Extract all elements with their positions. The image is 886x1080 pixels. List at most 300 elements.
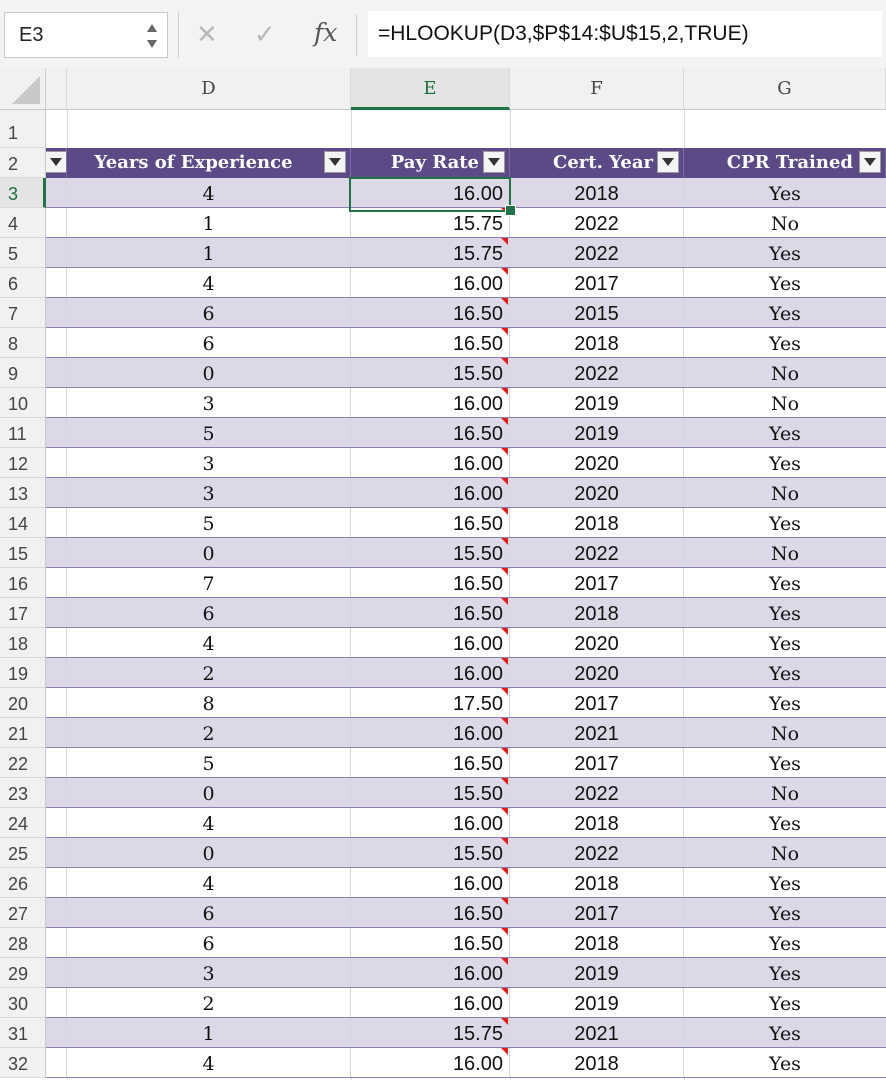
- cell-c[interactable]: [46, 418, 67, 447]
- cell-years[interactable]: 0: [67, 838, 351, 867]
- cell-pay-rate[interactable]: [351, 418, 510, 447]
- comment-indicator-icon[interactable]: [501, 898, 508, 905]
- cell-pay-rate[interactable]: [351, 688, 510, 717]
- table-row: [46, 538, 886, 568]
- cell-c[interactable]: [46, 298, 67, 327]
- cell-years[interactable]: 4: [67, 178, 351, 207]
- table-row: [46, 388, 886, 418]
- row-header[interactable]: 12: [0, 448, 46, 478]
- table-row: [46, 628, 886, 658]
- cell-cpr-trained[interactable]: Yes: [769, 813, 801, 835]
- cell-cpr-trained[interactable]: Yes: [769, 1053, 801, 1075]
- cell-c[interactable]: [46, 748, 67, 777]
- cell-cpr-trained[interactable]: Yes: [769, 633, 801, 655]
- pay-rate-value: 16.50: [452, 303, 503, 325]
- row-header[interactable]: 32: [0, 1048, 46, 1078]
- cell-cert-year[interactable]: 2018: [510, 508, 684, 537]
- row-header[interactable]: 23: [0, 778, 46, 808]
- cell-cert-year[interactable]: 2020: [510, 658, 684, 687]
- pay-rate-value: 16.00: [452, 453, 503, 475]
- cancel-icon[interactable]: ✕: [196, 19, 218, 49]
- cell-pay-rate[interactable]: [351, 328, 510, 357]
- cell-cert-year[interactable]: 2021: [510, 718, 684, 747]
- row-header[interactable]: 19: [0, 658, 46, 688]
- cell-cert-year[interactable]: 2019: [510, 418, 684, 447]
- cell-c[interactable]: [46, 958, 67, 987]
- cell-c[interactable]: [46, 658, 67, 687]
- cell-pay-rate[interactable]: [351, 868, 510, 897]
- table-row: [46, 718, 886, 748]
- cell-pay-rate[interactable]: [351, 928, 510, 957]
- pay-rate-value: 16.00: [452, 393, 503, 415]
- cell-cert-year[interactable]: 2022: [510, 838, 684, 867]
- cell-pay-rate[interactable]: [351, 238, 510, 267]
- cell-cpr-trained[interactable]: Yes: [769, 1023, 801, 1045]
- pay-rate-value: 15.75: [452, 213, 503, 235]
- cell-cpr-trained[interactable]: No: [770, 363, 800, 385]
- column-header-c[interactable]: [46, 68, 67, 110]
- cell-pay-rate[interactable]: [351, 388, 510, 417]
- cell-cert-year[interactable]: 2018: [510, 328, 684, 357]
- cell-cert-year[interactable]: 2018: [510, 598, 684, 627]
- comment-indicator-icon[interactable]: [501, 388, 508, 395]
- cell-c[interactable]: [46, 388, 67, 417]
- cell-cert-year[interactable]: 2022: [510, 778, 684, 807]
- pay-rate-value: 16.00: [452, 663, 503, 685]
- cell-years[interactable]: 1: [67, 208, 351, 237]
- cell-c[interactable]: [46, 478, 67, 507]
- cell-pay-rate[interactable]: [351, 658, 510, 687]
- row-header[interactable]: 4: [0, 208, 46, 238]
- comment-indicator-icon[interactable]: [501, 808, 508, 815]
- filter-dropdown-icon[interactable]: [483, 151, 505, 173]
- cell-pay-rate[interactable]: [351, 988, 510, 1017]
- cell-cpr-trained[interactable]: No: [770, 843, 800, 865]
- comment-indicator-icon[interactable]: [501, 538, 508, 545]
- table-header-pay-rate: [351, 148, 510, 178]
- cell-years[interactable]: 3: [67, 958, 351, 987]
- cell-cert-year[interactable]: 2017: [510, 898, 684, 927]
- formula-divider: [356, 14, 357, 56]
- cell-cpr-trained[interactable]: Yes: [769, 993, 801, 1015]
- cell-c[interactable]: [46, 238, 67, 267]
- row-header[interactable]: 10: [0, 388, 46, 418]
- column-header-d[interactable]: D: [67, 68, 351, 110]
- pay-rate-value: 15.50: [452, 843, 503, 865]
- cell-cpr-trained[interactable]: No: [770, 723, 800, 745]
- cell-years[interactable]: 2: [67, 718, 351, 747]
- row-header[interactable]: 27: [0, 898, 46, 928]
- cell-years[interactable]: 0: [67, 538, 351, 567]
- cell-c[interactable]: [46, 208, 67, 237]
- cell-pay-rate[interactable]: [351, 178, 510, 207]
- comment-indicator-icon[interactable]: [501, 1048, 508, 1055]
- pay-rate-value: 16.00: [452, 1053, 503, 1075]
- cell-pay-rate[interactable]: [351, 808, 510, 837]
- row-header[interactable]: 8: [0, 328, 46, 358]
- row-header[interactable]: 26: [0, 868, 46, 898]
- cell-cpr-trained[interactable]: No: [770, 213, 800, 235]
- table-row: [46, 838, 886, 868]
- cell-c[interactable]: [46, 268, 67, 297]
- cell-years[interactable]: 0: [67, 778, 351, 807]
- empty-row-1[interactable]: [46, 110, 886, 148]
- cell-c[interactable]: [46, 448, 67, 477]
- table-row: [46, 448, 886, 478]
- row-header[interactable]: 17: [0, 598, 46, 628]
- row-header[interactable]: 30: [0, 988, 46, 1018]
- comment-indicator-icon[interactable]: [501, 838, 508, 845]
- cell-cert-year[interactable]: 2017: [510, 268, 684, 297]
- name-box-stepper-icon[interactable]: [145, 20, 159, 52]
- row-header[interactable]: 20: [0, 688, 46, 718]
- fill-handle[interactable]: [505, 205, 516, 216]
- comment-indicator-icon[interactable]: [501, 358, 508, 365]
- comment-indicator-icon[interactable]: [501, 298, 508, 305]
- cell-pay-rate[interactable]: [351, 1018, 510, 1047]
- pay-rate-value: 15.75: [452, 243, 503, 265]
- cell-years[interactable]: 3: [67, 388, 351, 417]
- table-row: [46, 928, 886, 958]
- cell-cert-year[interactable]: 2020: [510, 478, 684, 507]
- column-header-g[interactable]: G: [684, 68, 886, 110]
- cell-cpr-trained[interactable]: Yes: [769, 963, 801, 985]
- header-label: Years of Experience: [94, 152, 293, 173]
- comment-indicator-icon[interactable]: [501, 598, 508, 605]
- table-row: [46, 178, 886, 208]
- pay-rate-value: 16.00: [452, 963, 503, 985]
- cell-c[interactable]: [46, 358, 67, 387]
- table-row: [46, 238, 886, 268]
- cell-cert-year[interactable]: 2019: [510, 958, 684, 987]
- comment-indicator-icon[interactable]: [501, 1018, 508, 1025]
- row-header[interactable]: 15: [0, 538, 46, 568]
- cell-cert-year[interactable]: 2020: [510, 448, 684, 477]
- cell-years[interactable]: 6: [67, 928, 351, 957]
- filter-dropdown-icon[interactable]: [859, 151, 881, 173]
- cell-pay-rate[interactable]: [351, 298, 510, 327]
- table-row: [46, 328, 886, 358]
- cell-years[interactable]: 7: [67, 568, 351, 597]
- row-header[interactable]: 11: [0, 418, 46, 448]
- row-header[interactable]: 24: [0, 808, 46, 838]
- cell-cert-year[interactable]: 2018: [510, 808, 684, 837]
- cell-years[interactable]: 8: [67, 688, 351, 717]
- cell-cert-year[interactable]: 2017: [510, 688, 684, 717]
- cell-cert-year[interactable]: 2021: [510, 1018, 684, 1047]
- row-header[interactable]: 9: [0, 358, 46, 388]
- cell-c[interactable]: [46, 568, 67, 597]
- comment-indicator-icon[interactable]: [501, 418, 508, 425]
- row-header[interactable]: 16: [0, 568, 46, 598]
- table-row: [46, 1048, 886, 1078]
- cell-pay-rate[interactable]: [351, 1048, 510, 1077]
- cell-cpr-trained[interactable]: Yes: [769, 663, 801, 685]
- cell-years[interactable]: 6: [67, 298, 351, 327]
- cell-cpr-trained[interactable]: Yes: [769, 873, 801, 895]
- table-row: [46, 508, 886, 538]
- row-header[interactable]: 6: [0, 268, 46, 298]
- cell-cert-year[interactable]: 2015: [510, 298, 684, 327]
- cell-cpr-trained[interactable]: Yes: [769, 183, 801, 205]
- row-header[interactable]: 18: [0, 628, 46, 658]
- cell-cpr-trained[interactable]: Yes: [769, 423, 801, 445]
- cell-c[interactable]: [46, 778, 67, 807]
- row-header[interactable]: 5: [0, 238, 46, 268]
- pay-rate-value: 16.50: [452, 513, 503, 535]
- cell-years[interactable]: 4: [67, 628, 351, 657]
- enter-icon[interactable]: ✓: [254, 19, 276, 49]
- pay-rate-value: 16.00: [452, 483, 503, 505]
- cell-c[interactable]: [46, 538, 67, 567]
- cell-pay-rate[interactable]: [351, 208, 510, 237]
- cell-cert-year[interactable]: 2022: [510, 538, 684, 567]
- pay-rate-value: 15.75: [452, 1023, 503, 1045]
- cell-c[interactable]: [46, 328, 67, 357]
- cell-pay-rate[interactable]: [351, 898, 510, 927]
- cell-years[interactable]: 3: [67, 478, 351, 507]
- cell-cert-year[interactable]: 2018: [510, 928, 684, 957]
- cell-pay-rate[interactable]: [351, 748, 510, 777]
- table-row: [46, 868, 886, 898]
- name-box[interactable]: [4, 12, 168, 58]
- table-row: [46, 658, 886, 688]
- cell-cpr-trained[interactable]: No: [770, 483, 800, 505]
- cell-cpr-trained[interactable]: Yes: [769, 903, 801, 925]
- cell-cpr-trained[interactable]: Yes: [769, 603, 801, 625]
- cell-years[interactable]: 1: [67, 238, 351, 267]
- cell-c[interactable]: [46, 1048, 67, 1077]
- cell-years[interactable]: 4: [67, 808, 351, 837]
- table-row: [46, 418, 886, 448]
- cell-c[interactable]: [46, 1018, 67, 1047]
- cell-years[interactable]: 4: [67, 1048, 351, 1077]
- pay-rate-value: 16.00: [452, 873, 503, 895]
- comment-indicator-icon[interactable]: [501, 988, 508, 995]
- cell-c[interactable]: [46, 868, 67, 897]
- row-header[interactable]: 25: [0, 838, 46, 868]
- pay-rate-value: 16.00: [452, 813, 503, 835]
- row-header[interactable]: 21: [0, 718, 46, 748]
- formula-bar: [0, 0, 886, 69]
- pay-rate-value: 16.50: [452, 903, 503, 925]
- table-row: [46, 808, 886, 838]
- cell-c[interactable]: [46, 508, 67, 537]
- insert-function-button[interactable]: fx: [314, 18, 338, 47]
- comment-indicator-icon[interactable]: [501, 508, 508, 515]
- table-row: [46, 778, 886, 808]
- table-header-cert-year: [510, 148, 684, 178]
- cell-cpr-trained[interactable]: Yes: [769, 243, 801, 265]
- cell-pay-rate[interactable]: [351, 628, 510, 657]
- comment-indicator-icon[interactable]: [501, 238, 508, 245]
- cell-pay-rate[interactable]: [351, 508, 510, 537]
- row-header[interactable]: 28: [0, 928, 46, 958]
- pay-rate-value: 16.50: [452, 603, 503, 625]
- row-header[interactable]: 7: [0, 298, 46, 328]
- cell-years[interactable]: 6: [67, 598, 351, 627]
- column-header-f[interactable]: F: [510, 68, 684, 110]
- table-row: [46, 958, 886, 988]
- cell-pay-rate[interactable]: [351, 718, 510, 747]
- table-row: [46, 1018, 886, 1048]
- cell-cpr-trained[interactable]: No: [770, 543, 800, 565]
- pay-rate-value: 15.50: [452, 783, 503, 805]
- pay-rate-value: 15.50: [452, 363, 503, 385]
- table-row: [46, 598, 886, 628]
- comment-indicator-icon[interactable]: [501, 718, 508, 725]
- cell-cert-year[interactable]: 2018: [510, 1048, 684, 1077]
- pay-rate-value: 17.50: [452, 693, 503, 715]
- row-header[interactable]: 29: [0, 958, 46, 988]
- cell-pay-rate[interactable]: [351, 478, 510, 507]
- cell-years[interactable]: 0: [67, 358, 351, 387]
- comment-indicator-icon[interactable]: [501, 778, 508, 785]
- cell-pay-rate[interactable]: [351, 838, 510, 867]
- cell-years[interactable]: 1: [67, 1018, 351, 1047]
- comment-indicator-icon[interactable]: [501, 658, 508, 665]
- pay-rate-value: 16.50: [452, 333, 503, 355]
- cell-c[interactable]: [46, 688, 67, 717]
- pay-rate-value: 16.50: [452, 933, 503, 955]
- row-header[interactable]: 3: [0, 178, 46, 208]
- table-row: [46, 478, 886, 508]
- comment-indicator-icon[interactable]: [501, 448, 508, 455]
- name-box-value: E3: [19, 24, 44, 46]
- cell-pay-rate[interactable]: [351, 538, 510, 567]
- table-row: [46, 988, 886, 1018]
- pay-rate-value: 16.50: [452, 753, 503, 775]
- select-all-corner[interactable]: [0, 68, 46, 110]
- cell-years[interactable]: 3: [67, 448, 351, 477]
- cell-cert-year[interactable]: 2018: [510, 868, 684, 897]
- cell-cpr-trained[interactable]: Yes: [769, 933, 801, 955]
- cell-pay-rate[interactable]: [351, 448, 510, 477]
- cell-cpr-trained[interactable]: Yes: [769, 303, 801, 325]
- comment-indicator-icon[interactable]: [501, 268, 508, 275]
- cell-cpr-trained[interactable]: Yes: [769, 753, 801, 775]
- cell-c[interactable]: [46, 898, 67, 927]
- cell-cpr-trained[interactable]: Yes: [769, 273, 801, 295]
- cell-years[interactable]: 2: [67, 988, 351, 1017]
- cell-cpr-trained[interactable]: Yes: [769, 513, 801, 535]
- table-header-years: [67, 148, 351, 178]
- filter-dropdown-icon[interactable]: [46, 151, 67, 173]
- pay-rate-value: 16.00: [452, 993, 503, 1015]
- row-header-2[interactable]: 2: [0, 148, 46, 178]
- cell-pay-rate[interactable]: [351, 268, 510, 297]
- cell-cpr-trained[interactable]: No: [770, 783, 800, 805]
- cell-c[interactable]: [46, 718, 67, 747]
- pay-rate-value: 16.00: [452, 273, 503, 295]
- cell-cpr-trained[interactable]: Yes: [769, 693, 801, 715]
- cell-pay-rate[interactable]: [351, 778, 510, 807]
- cell-years[interactable]: 6: [67, 328, 351, 357]
- table-row: [46, 748, 886, 778]
- comment-indicator-icon[interactable]: [501, 868, 508, 875]
- table-header-cpr: [684, 148, 886, 178]
- cell-cert-year[interactable]: 2017: [510, 568, 684, 597]
- table-row: [46, 298, 886, 328]
- row-header-1[interactable]: 1: [0, 110, 46, 148]
- cell-cert-year[interactable]: 2019: [510, 388, 684, 417]
- pay-rate-value: 16.00: [452, 633, 503, 655]
- table-row: [46, 898, 886, 928]
- comment-indicator-icon[interactable]: [501, 478, 508, 485]
- filter-dropdown-icon[interactable]: [324, 151, 346, 173]
- cell-years[interactable]: 2: [67, 658, 351, 687]
- formula-bar-divider: [178, 12, 179, 58]
- cell-pay-rate[interactable]: [351, 568, 510, 597]
- cell-cpr-trained[interactable]: Yes: [769, 453, 801, 475]
- cell-years[interactable]: 6: [67, 898, 351, 927]
- comment-indicator-icon[interactable]: [501, 958, 508, 965]
- cell-c[interactable]: [46, 178, 67, 207]
- cell-cert-year[interactable]: 2022: [510, 238, 684, 267]
- cell-pay-rate[interactable]: [351, 358, 510, 387]
- table-header-c: [46, 148, 67, 178]
- header-label: Pay Rate: [390, 152, 479, 173]
- pay-rate-value: 16.00: [452, 183, 503, 205]
- cell-cert-year[interactable]: 2018: [510, 178, 684, 207]
- comment-indicator-icon[interactable]: [501, 628, 508, 635]
- cell-cert-year[interactable]: 2022: [510, 358, 684, 387]
- table-row: [46, 268, 886, 298]
- cell-years[interactable]: 5: [67, 508, 351, 537]
- select-all-icon: [12, 76, 40, 104]
- comment-indicator-icon[interactable]: [501, 748, 508, 755]
- cell-cert-year[interactable]: 2022: [510, 208, 684, 237]
- cell-cert-year[interactable]: 2019: [510, 988, 684, 1017]
- cell-years[interactable]: 5: [67, 748, 351, 777]
- cell-c[interactable]: [46, 988, 67, 1017]
- cell-pay-rate[interactable]: [351, 598, 510, 627]
- pay-rate-value: 16.50: [452, 423, 503, 445]
- cell-c[interactable]: [46, 598, 67, 627]
- cell-cert-year[interactable]: 2017: [510, 748, 684, 777]
- row-header[interactable]: 31: [0, 1018, 46, 1048]
- row-header[interactable]: 22: [0, 748, 46, 778]
- cell-c[interactable]: [46, 928, 67, 957]
- cell-c[interactable]: [46, 838, 67, 867]
- table-row: [46, 208, 886, 238]
- row-header[interactable]: 14: [0, 508, 46, 538]
- pay-rate-value: 16.00: [452, 723, 503, 745]
- cell-years[interactable]: 4: [67, 868, 351, 897]
- pay-rate-value: 16.50: [452, 573, 503, 595]
- formula-input[interactable]: =HLOOKUP(D3,$P$14:$U$15,2,TRUE): [368, 11, 882, 57]
- comment-indicator-icon[interactable]: [501, 688, 508, 695]
- cell-cpr-trained[interactable]: Yes: [769, 333, 801, 355]
- comment-indicator-icon[interactable]: [501, 568, 508, 575]
- cell-cpr-trained[interactable]: No: [770, 393, 800, 415]
- cell-cpr-trained[interactable]: Yes: [769, 573, 801, 595]
- cell-c[interactable]: [46, 808, 67, 837]
- cell-years[interactable]: 5: [67, 418, 351, 447]
- filter-dropdown-icon[interactable]: [657, 151, 679, 173]
- column-header-e[interactable]: E: [351, 68, 510, 110]
- header-label: CPR Trained: [726, 152, 853, 173]
- pay-rate-value: 15.50: [452, 543, 503, 565]
- table-row: [46, 568, 886, 598]
- cell-cert-year[interactable]: 2020: [510, 628, 684, 657]
- cell-pay-rate[interactable]: [351, 958, 510, 987]
- comment-indicator-icon[interactable]: [501, 928, 508, 935]
- cell-years[interactable]: 4: [67, 268, 351, 297]
- cell-c[interactable]: [46, 628, 67, 657]
- row-header[interactable]: 13: [0, 478, 46, 508]
- comment-indicator-icon[interactable]: [501, 328, 508, 335]
